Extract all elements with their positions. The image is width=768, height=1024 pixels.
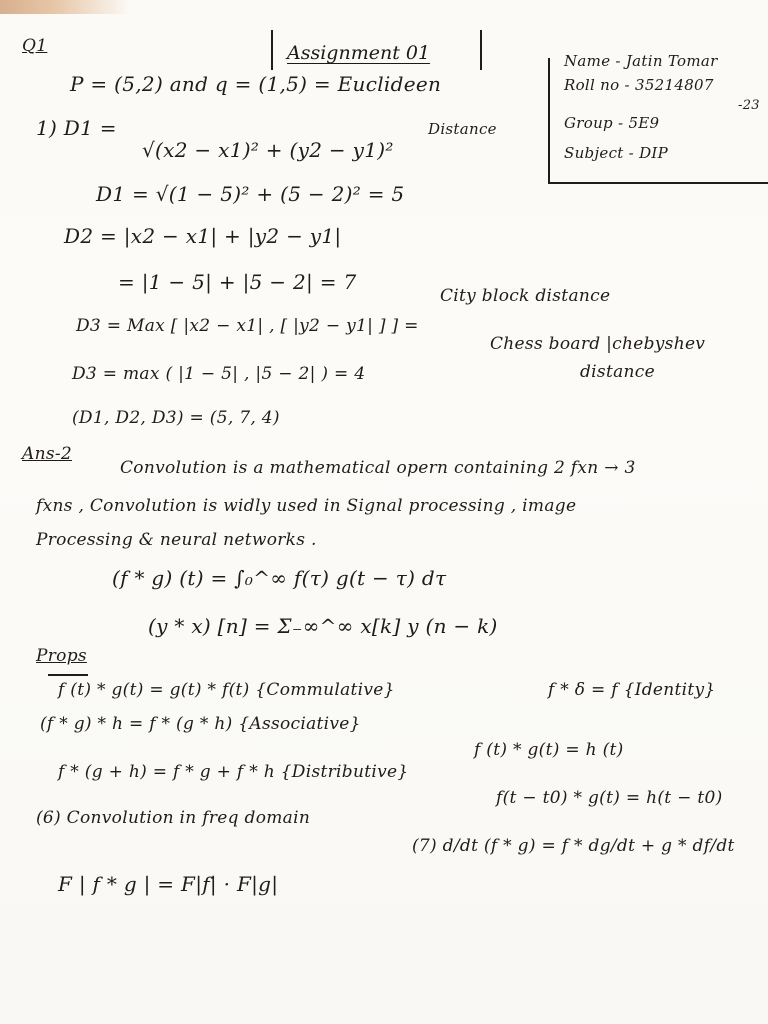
q1-d1-label: 1) D1 = <box>36 116 117 140</box>
q1-d2-value: = |1 − 5| + |5 − 2| = 7 <box>118 270 357 294</box>
q2-fourier: F | f * g | = F|f| · F|g| <box>58 872 279 896</box>
q1-d1-formula: √(x2 − x1)² + (y2 − y1)² <box>142 138 394 162</box>
student-group: Group - 5E9 <box>564 114 660 132</box>
q2-label: Ans-2 <box>22 444 73 464</box>
q2-line1: Convolution is a mathematical opern containing 2 fxn → 3 <box>120 458 636 478</box>
q1-d3-value: D3 = max ( |1 − 5| , |5 − 2| ) = 4 <box>72 364 366 384</box>
assignment-title: Assignment 01 <box>287 42 431 64</box>
student-name: Name - Jatin Tomar <box>564 52 718 70</box>
props-underline <box>48 674 88 676</box>
q1-city-block: City block distance <box>440 286 611 306</box>
q2-prop4b: (7) d/dt (f * g) = f * dg/dt + g * df/dt <box>412 836 735 856</box>
q2-props-label: Props <box>36 646 87 666</box>
q2-prop2b: f (t) * g(t) = h (t) <box>474 740 624 760</box>
q1-d3-formula: D3 = Max [ |x2 − x1| , [ |y2 − y1| ] ] = <box>76 316 419 336</box>
page-corner-shadow <box>0 0 130 14</box>
q1-d2-formula: D2 = |x2 − x1| + |y2 − y1| <box>64 224 342 248</box>
q1-chessboard-2: distance <box>580 362 655 382</box>
title-box <box>271 30 482 70</box>
q1-result: (D1, D2, D3) = (5, 7, 4) <box>72 408 280 428</box>
q2-line3: Processing & neural networks . <box>36 530 317 550</box>
q2-line2: fxns , Convolution is widly used in Signal processing , image <box>36 496 577 516</box>
q2-prop4a: (6) Convolution in freq domain <box>36 808 311 828</box>
student-info-box <box>548 52 768 184</box>
q2-formula2: (y * x) [n] = Σ₋∞^∞ x[k] y (n − k) <box>148 614 498 638</box>
q2-prop2a: (f * g) * h = f * (g * h) {Associative} <box>40 714 361 734</box>
question-label: Q1 <box>22 36 48 56</box>
q2-formula1: (f * g) (t) = ∫₀^∞ f(τ) g(t − τ) dτ <box>112 566 447 590</box>
student-roll: Roll no - 35214807 <box>564 76 714 94</box>
q2-prop3b: f(t − t0) * g(t) = h(t − t0) <box>496 788 723 808</box>
q1-distance-word: Distance <box>428 120 497 138</box>
student-roll-suffix: -23 <box>738 98 760 113</box>
q1-d1-value: D1 = √(1 − 5)² + (5 − 2)² = 5 <box>96 182 405 206</box>
student-subject: Subject - DIP <box>564 144 669 162</box>
q2-prop3a: f * (g + h) = f * g + f * h {Distributive} <box>58 762 409 782</box>
q2-prop1b: f * δ = f {Identity} <box>548 680 716 700</box>
q2-prop1a: f (t) * g(t) = g(t) * f(t) {Commulative} <box>58 680 395 700</box>
q1-points: P = (5,2) and q = (1,5) = Euclideen <box>70 72 442 96</box>
q1-chessboard: Chess board |chebyshev <box>490 334 706 354</box>
